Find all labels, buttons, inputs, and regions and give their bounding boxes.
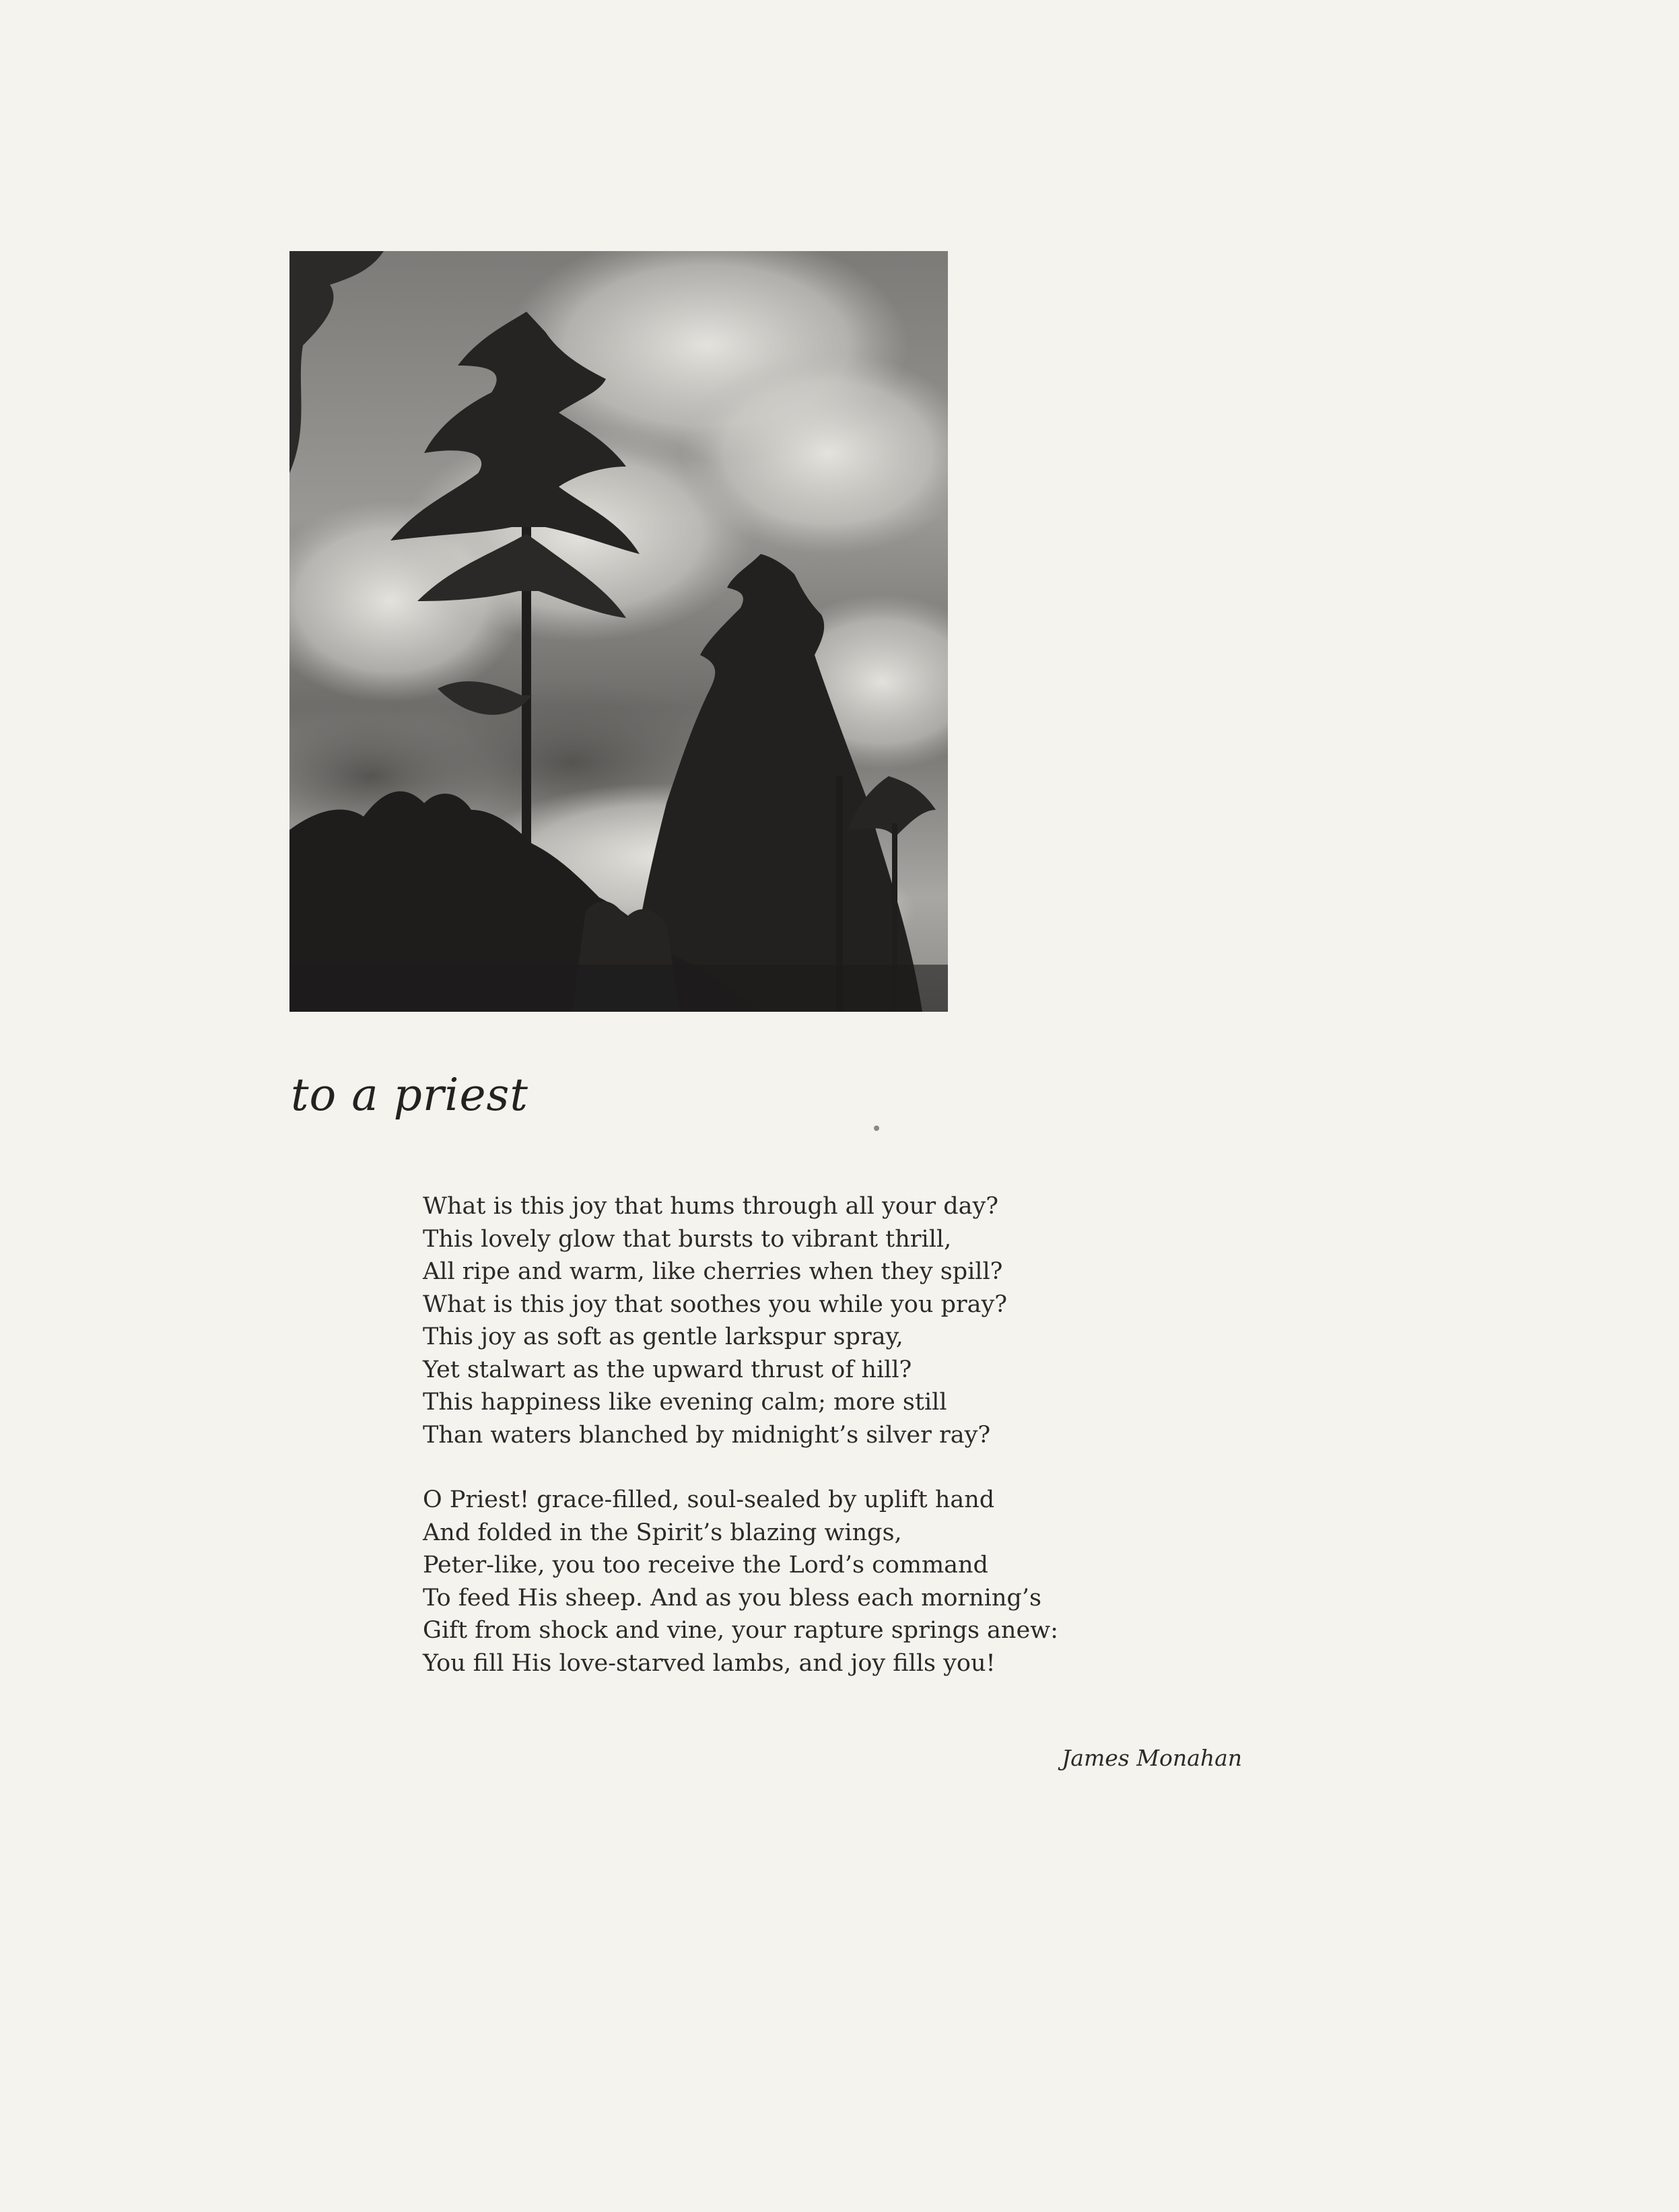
poem-line: Yet stalwart as the upward thrust of hill? <box>423 1356 912 1383</box>
poem-line: This joy as soft as gentle larkspur spray, <box>423 1323 903 1350</box>
poem-line: O Priest! grace-filled, soul-sealed by uplift hand <box>423 1486 995 1513</box>
poem-stanza-2 <box>423 1484 1197 1680</box>
poem-line: Peter-like, you too receive the Lord’s command <box>423 1552 988 1579</box>
paper-speck <box>874 1126 879 1131</box>
poem-body <box>423 1190 1197 1680</box>
poem-line: This happiness like evening calm; more still <box>423 1389 947 1416</box>
poem-line: What is this joy that soothes you while you pray? <box>423 1290 1008 1318</box>
poem-line: What is this joy that hums through all your day? <box>423 1193 999 1220</box>
poem-line: Gift from shock and vine, your rapture springs anew: <box>423 1617 1058 1644</box>
poem-stanza-1 <box>423 1190 1197 1451</box>
poem-line: This lovely glow that bursts to vibrant thrill, <box>423 1225 952 1253</box>
poem-line: Than waters blanched by midnight’s silver ray? <box>423 1421 991 1449</box>
poem-line: And folded in the Spirit’s blazing wings, <box>423 1519 902 1546</box>
pine-trees-photograph <box>289 251 948 1012</box>
photograph-image <box>289 251 948 1012</box>
poem-title: to a priest <box>291 1069 528 1121</box>
author-signature: James Monahan <box>1062 1745 1242 1771</box>
poem-line: To feed His sheep. And as you bless each morning’s <box>423 1584 1041 1612</box>
poem-line: You fill His love-starved lambs, and joy fills you! <box>423 1649 996 1677</box>
poem-line: All ripe and warm, like cherries when they spill? <box>423 1258 1003 1285</box>
